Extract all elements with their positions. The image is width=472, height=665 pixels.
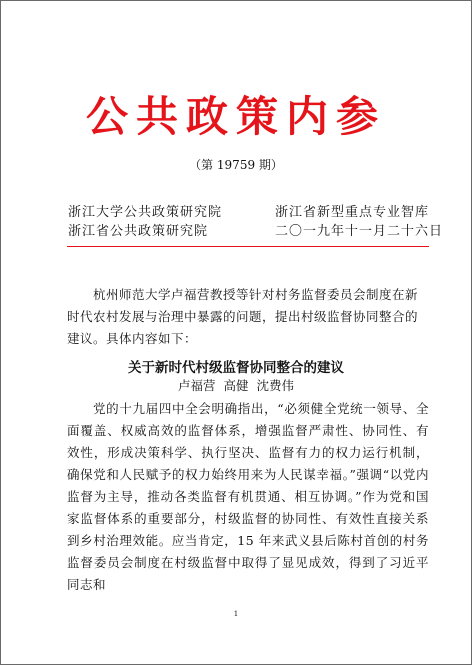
think-tank-label: 浙江省新型重点专业智库 [275, 205, 430, 220]
publisher-line-2: 浙江省公共政策研究院 [68, 224, 209, 239]
red-divider [67, 246, 429, 247]
masthead-title: 公共政策内参 [85, 92, 386, 141]
article-authors: 卢福营 高健 沈费伟 [178, 378, 294, 393]
publisher-line-1: 浙江大学公共政策研究院 [68, 205, 223, 220]
think-tank-date-block [275, 203, 443, 241]
body-paragraph: 党的十九届四中全会明确指出，“必须健全党统一领导、全面覆盖、权威高效的监督体系，增强监督严肃性、协同性、有效性，形成决策科学、执行坚决、监督有力的权力运行机制，确保党和人民赋予的权力始终用来为人民谋幸福。”强调“以党内监督为主导，推动各类监督有机贯通、相互协调。”作为党和国家监督体系的重要部分，村级监督的协同性、有效性直接关系到乡村治理效能。应当肯定，15 年来武义县后陈村首创的村务监督委员会制度在村级监督中取得了显见成效，得到了习近平同志和 [67, 401, 429, 592]
intro-paragraph: 杭州师范大学卢福营教授等针对村务监督委员会制度在新时代农村发展与治理中暴露的问题，提出村级监督协同整合的建议。具体内容如下： [67, 287, 419, 346]
publish-date: 二〇一九年十一月二十六日 [275, 224, 444, 239]
article-title: 关于新时代村级监督协同整合的建议 [128, 360, 344, 376]
publisher-block [68, 203, 222, 241]
issue-number: （第 19759 期） [189, 158, 283, 172]
page-number: 1 [233, 610, 239, 618]
